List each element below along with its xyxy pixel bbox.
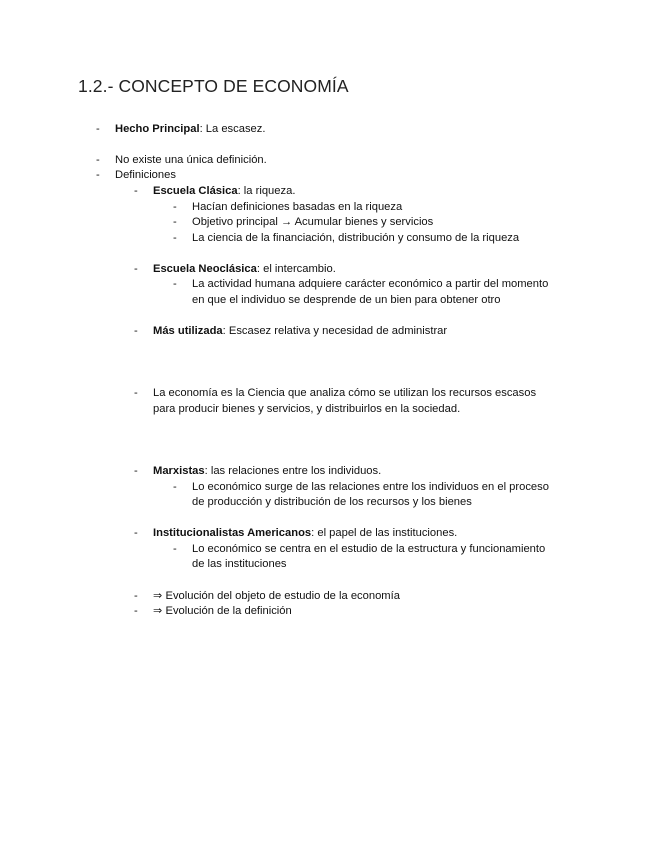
marxistas-text: : las relaciones entre los individuos. bbox=[204, 465, 382, 477]
bullet-dash: - bbox=[173, 201, 177, 213]
bullet-dash: - bbox=[134, 590, 138, 602]
institucionalistas-label: Institucionalistas Americanos bbox=[153, 527, 312, 539]
bullet-dash: - bbox=[134, 185, 138, 197]
marxistas-text-line1: Lo económico surge de las relaciones entre los individuos en el proceso bbox=[192, 481, 549, 493]
bullet-dash: - bbox=[96, 154, 100, 166]
institucionalistas-line bbox=[153, 525, 457, 541]
marxistas-line bbox=[153, 463, 381, 479]
bullet-dash: - bbox=[173, 543, 177, 555]
mas-utilizada-line bbox=[153, 323, 447, 339]
neoclasica-text-line2: en que el individuo se desprende de un bien para obtener otro bbox=[192, 294, 501, 306]
page-title: 1.2.- CONCEPTO DE ECONOMÍA bbox=[78, 76, 349, 96]
mas-utilizada-text: : Escasez relativa y necesidad de administrar bbox=[222, 325, 448, 337]
neoclasica-text-line1: La actividad humana adquiere carácter económico a partir del momento bbox=[192, 278, 549, 290]
escuela-neoclasica-line bbox=[153, 261, 336, 277]
bullet-dash: - bbox=[134, 263, 138, 275]
institucionalistas-text: : el papel de las instituciones. bbox=[311, 527, 458, 539]
definiciones-line: Definiciones bbox=[115, 169, 176, 181]
bullet-dash: - bbox=[173, 278, 177, 290]
bullet-dash: - bbox=[96, 123, 100, 135]
bullet-dash: - bbox=[173, 481, 177, 493]
institucionalistas-text-line1: Lo económico se centra en el estudio de la estructura y funcionamiento bbox=[192, 543, 546, 555]
institucionalistas-text-line2: de las instituciones bbox=[192, 558, 287, 570]
hecho-principal-line bbox=[115, 121, 265, 137]
escuela-neoclasica-label: Escuela Neoclásica bbox=[153, 263, 257, 275]
bullet-dash: - bbox=[134, 527, 138, 539]
mas-utilizada-label: Más utilizada bbox=[153, 325, 223, 337]
bullet-dash: - bbox=[173, 216, 177, 228]
bullet-dash: - bbox=[134, 325, 138, 337]
clasica-item: La ciencia de la financiación, distribución y consumo de la riqueza bbox=[192, 232, 520, 244]
marxistas-text-line2: de producción y distribución de los recursos y los bienes bbox=[192, 496, 472, 508]
hecho-principal-text: : La escasez. bbox=[199, 123, 266, 135]
bullet-dash: - bbox=[134, 387, 138, 399]
escuela-neoclasica-text: : el intercambio. bbox=[256, 263, 336, 275]
bullet-dash: - bbox=[134, 605, 138, 617]
economia-definition-line2: para producir bienes y servicios, y distribuirlos en la sociedad. bbox=[153, 403, 461, 415]
bullet-dash: - bbox=[134, 465, 138, 477]
bullet-dash: - bbox=[96, 169, 100, 181]
no-existe-line: No existe una única definición. bbox=[115, 154, 267, 166]
bullet-dash: - bbox=[173, 232, 177, 244]
economia-definition-line1: La economía es la Ciencia que analiza cómo se utilizan los recursos escasos bbox=[153, 387, 537, 399]
marxistas-label: Marxistas bbox=[153, 465, 205, 477]
escuela-clasica-label: Escuela Clásica bbox=[153, 185, 238, 197]
clasica-item: Objetivo principal → Acumular bienes y servicios bbox=[192, 216, 434, 228]
evolucion-definicion-line: ⇒ Evolución de la definición bbox=[153, 605, 292, 617]
clasica-item: Hacían definiciones basadas en la riqueza bbox=[192, 201, 403, 213]
escuela-clasica-text: : la riqueza. bbox=[237, 185, 296, 197]
evolucion-objeto-line: ⇒ Evolución del objeto de estudio de la economía bbox=[153, 590, 400, 602]
escuela-clasica-line bbox=[153, 183, 295, 199]
hecho-principal-label: Hecho Principal bbox=[115, 123, 200, 135]
